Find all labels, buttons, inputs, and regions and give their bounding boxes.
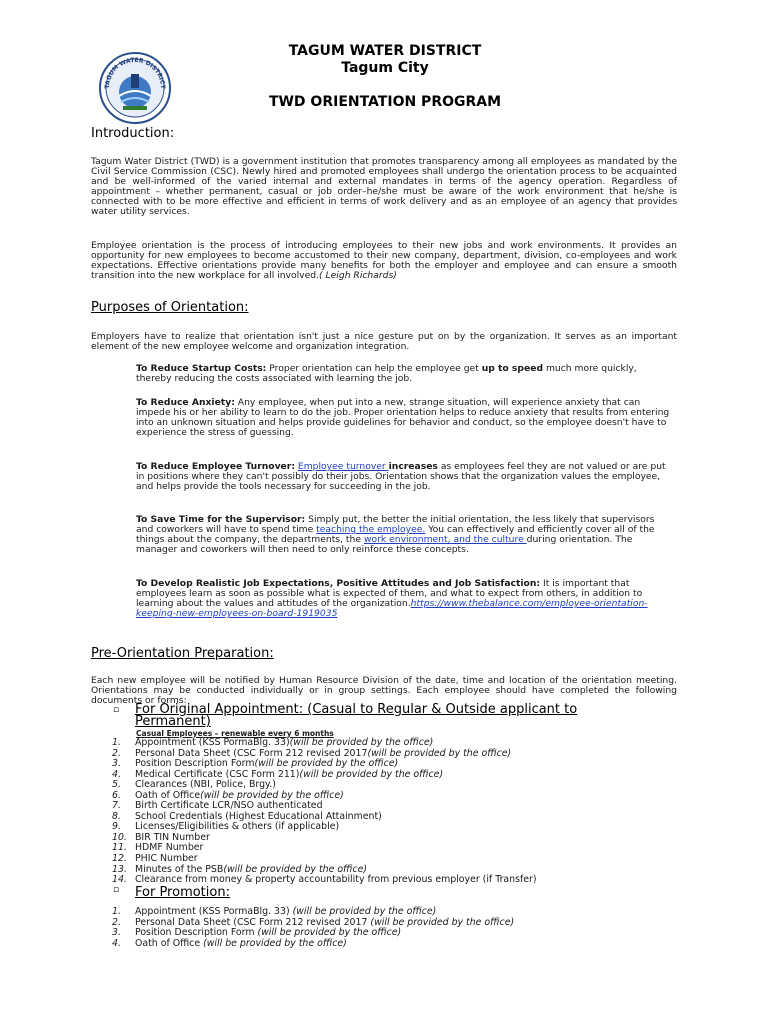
list-item-number: 1. [112,906,121,917]
list-item-number: 4. [112,937,121,949]
list-item-text: Minutes of the PSB [135,863,224,875]
list-item-text: Birth Certificate LCR/NSO authenticated [135,800,323,812]
list-item-number: 3. [112,758,121,770]
list-item-number: 5. [112,779,121,791]
list-item-note: (will be provided by the office) [289,737,434,748]
list-item-number: 1. [112,737,121,748]
list-item-number: 10. [112,831,127,843]
list-item-note: (will be provided by the office) [257,927,402,939]
list-item-text: Personal Data Sheet (CSC Form 212 revised 2017 [135,747,368,759]
list-item-text: School Credentials (Highest Educational Attainment) [135,810,382,822]
work-environment-link[interactable]: work environment, and the culture [363,534,527,546]
preparation-intro: Each new employee will be notified by Human Resource Division of the date, time and location of the orientation meeting. Orientations may be conducted individually or in group settings. Each employee should have completed the following documents or forms: [91,675,677,707]
list-item-number: 2. [112,916,121,928]
list-item-note: (will be provided by the office) [299,768,444,780]
introduction-paragraph-1: Tagum Water District (TWD) is a government institution that promotes transparency among all employees as mandated by the Civil Service Commission (CSC). Newly hired and promoted employees shall undergo the orientation process to be acquainted and be well-informed of the varied internal and external mandates in terms of the agency operation. Regardless of appointment – whether permanent, casual or job order–he/she must be aware of the work environment that he/she is connected with to be more effective and efficient in terms of work delivery and as an employee of an agency that provides water utility services. [91,156,677,218]
list-item-number: 3. [112,927,121,939]
list-item [112,939,514,950]
list-item-text: HDMF Number [135,842,204,854]
teaching-employee-link[interactable]: teaching the employee. [316,524,426,536]
list-item-number: 7. [112,800,121,812]
original-appointment-heading: ▫ For Original Appointment: (Casual to Regular & Outside applicant to Permanent) [113,702,578,729]
employee-turnover-link[interactable]: Employee turnover [297,461,389,472]
list-item-note: (will be provided by the office) [370,916,515,928]
list-item-number: 2. [112,747,121,759]
list-item-text: Position Description Form [135,927,258,939]
list-item-note: (will be provided by the office) [223,863,368,875]
list-item-text: Position Description Form [135,758,255,770]
list-item-note: (will be provided by the office) [254,758,399,770]
list-item-text: Clearance from money & property accountability from previous employer (if Transfer) [135,874,537,886]
casual-employees-note: Casual Employees – renewable every 6 months [136,729,334,738]
list-item-number: 9. [112,821,121,833]
list-item-note: (will be provided by the office) [292,906,437,917]
organization-name: TAGUM WATER DISTRICT [288,43,482,59]
source-url-link[interactable]: https://www.thebalance.com/employee-orientation-keeping-new-employees-on-board-1919035 [136,598,648,620]
purpose-realistic-expectations: To Develop Realistic Job Expectations, Positive Attitudes and Job Satisfaction: It is important that employees learn as soon as possible what is expected of them, and what to expect from others, in addition to learning about the values and attitudes of the organization.https://www.thebalance.com/employee-orientation-keeping-new-employees-on-board-1919035 [136,578,648,620]
list-item-text: BIR TIN Number [135,831,210,843]
bullet-icon: ▫ [113,885,120,895]
original-documents-list [112,738,537,886]
bullet-icon: ▫ [113,705,120,715]
purpose-startup-costs: To Reduce Startup Costs: Proper orientation can help the employee get up to speed much more quickly, thereby reducing the costs associated with learning the job. [136,363,637,385]
list-item-note: (will be provided by the office) [367,747,512,759]
purpose-turnover: To Reduce Employee Turnover: Employee turnover increases as employees feel they are not valued or are put in positions where they can't possibly do their jobs. Orientation shows that the organization values the employee, and helps provide the tools necessary for succeeding in the job. [136,461,666,493]
purposes-heading: Purposes of Orientation: [91,300,249,315]
logo-text: TAGUM WATER DISTRICT [103,56,167,89]
list-item-text: Appointment (KSS PormaBlg. 33) [135,906,293,917]
list-item-number: 8. [112,810,121,822]
promotion-heading: ▫ For Promotion: [113,885,230,900]
list-item-note: (will be provided by the office) [203,937,347,949]
list-item-number: 13. [112,863,127,875]
list-item-text: Oath of Office [135,937,204,949]
introduction-paragraph-2: Employee orientation is the process of introducing employees to their new jobs and work environments. It provides an opportunity for new employees to become accustomed to their new company, department, division, co-employees and work expectations. Effective orientations provide many benefits for both the employer and employee and can ensure a smooth transition into the new workplace for all involved.( Leigh Richards) [91,240,677,282]
citation: ( Leigh Richards) [319,270,397,282]
list-item-number: 12. [112,853,127,865]
list-item-number: 4. [112,768,121,780]
list-item-text: Licenses/Eligibilities & others (if applicable) [135,821,340,833]
city-name: Tagum City [341,60,429,76]
list-item-text: Clearances (NBI, Police, Brgy.) [135,779,276,791]
list-item-text: Medical Certificate (CSC Form 211) [135,768,300,780]
list-item-number: 6. [112,789,121,801]
purposes-intro: Employers have to realize that orientation isn't just a nice gesture put on by the organization. It serves as an important element of the new employee welcome and organization integration. [91,331,677,353]
preparation-heading: Pre-Orientation Preparation: [91,646,274,661]
list-item-text: Oath of Office [135,789,201,801]
purpose-supervisor-time: To Save Time for the Supervisor: Simply put, the better the initial orientation, the less likely that supervisors and coworkers will have to spend time teaching the employee. You can effectively and efficiently cover all of the things about the company, the departments, the work environment, and the culture during orientation. The manager and coworkers will then need to only reinforce these concepts. [136,514,655,556]
list-item-number: 14. [112,874,127,886]
introduction-heading: Introduction: [91,126,175,141]
list-item-text: Appointment (KSS PormaBlg. 33) [135,737,290,748]
promotion-documents-list [112,907,514,949]
list-item-text: Personal Data Sheet (CSC Form 212 revised 2017 [135,916,371,928]
list-item-note: (will be provided by the office) [200,789,344,801]
purpose-anxiety: To Reduce Anxiety: Any employee, when put into a new, strange situation, will experience anxiety that can impede his or her ability to learn to do the job. Proper orientation helps to reduce anxiety that results from entering into an unknown situation and helps provide guidelines for behavior and conduct, so the employee doesn't have to experience the stress of guessing. [136,397,670,439]
program-title: TWD ORIENTATION PROGRAM [268,94,502,110]
list-item-number: 11. [112,842,127,854]
list-item-text: PHIC Number [135,853,198,865]
tagum-water-district-logo [99,52,171,124]
